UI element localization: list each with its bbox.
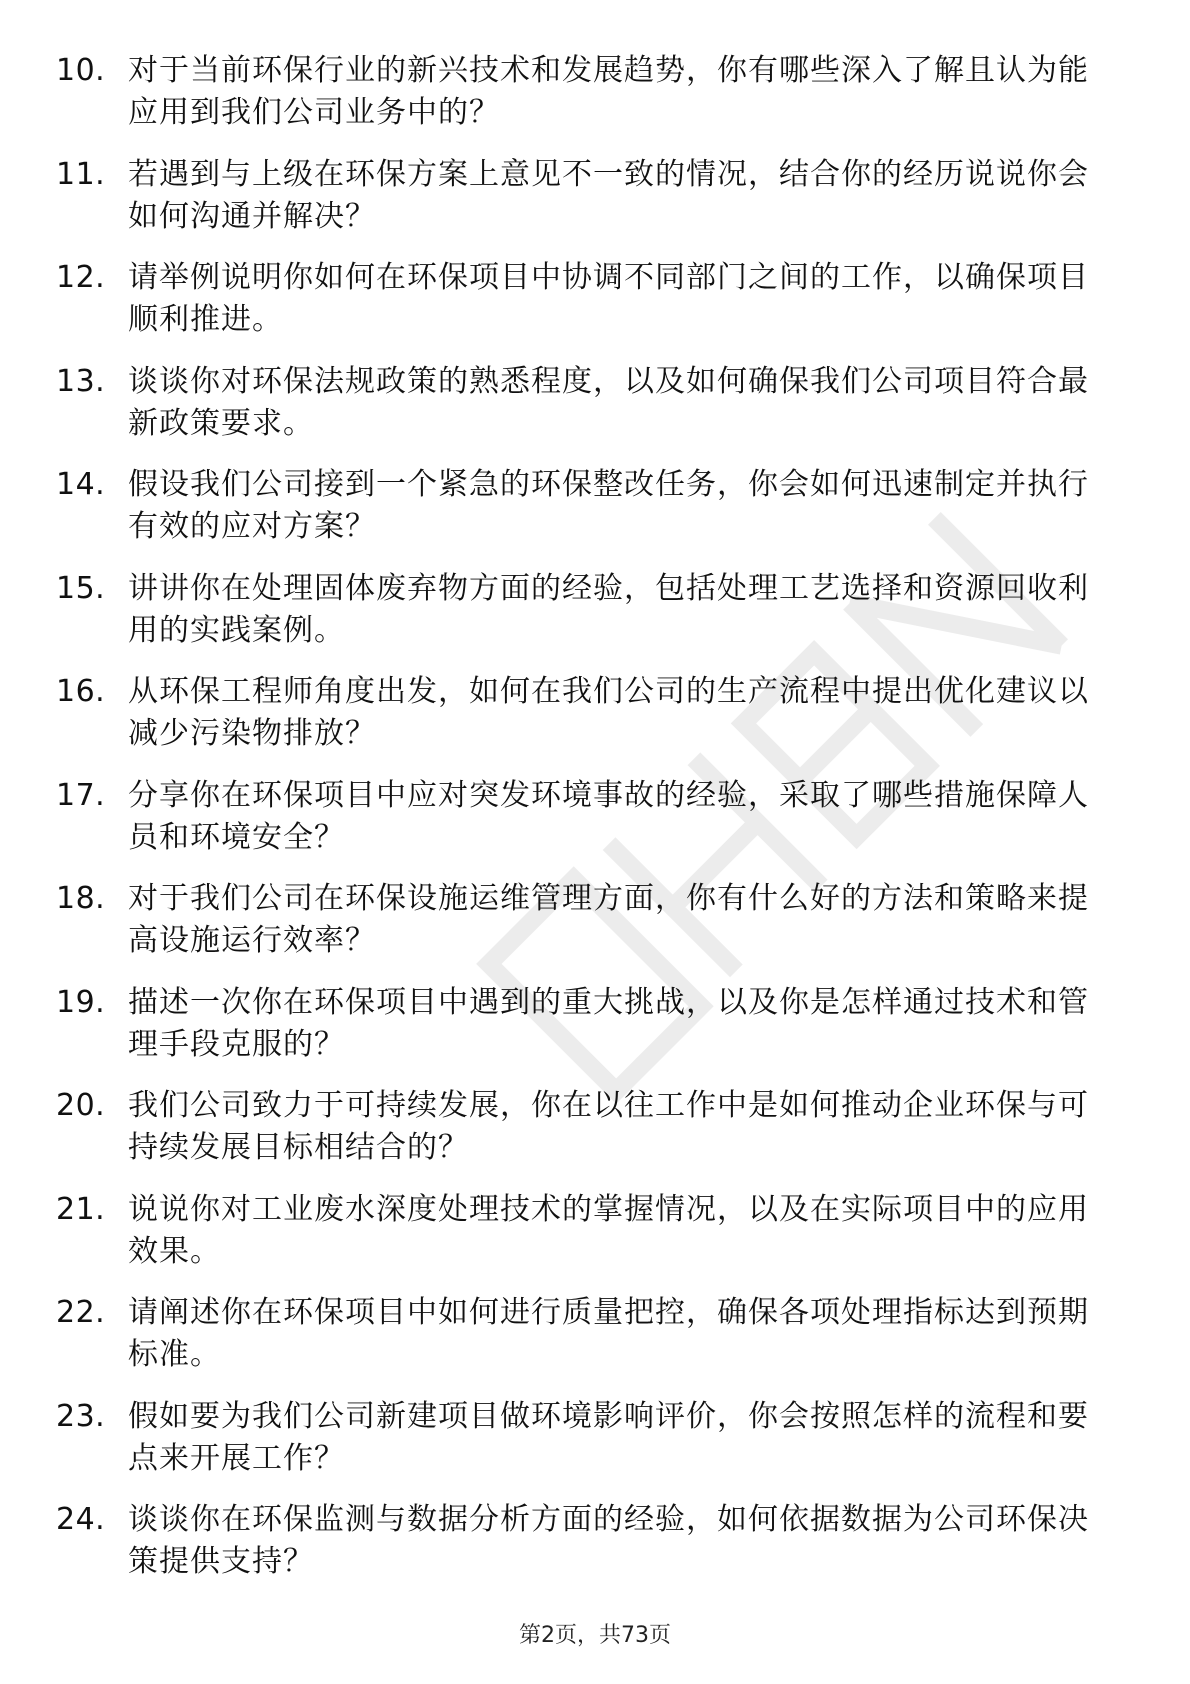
question-text: 对于我们公司在环保设施运维管理方面，你有什么好的方法和策略来提高设施运行效率？ [128, 881, 1089, 958]
question-number: 24. [56, 1502, 106, 1537]
question-item [56, 1396, 1116, 1500]
question-item [56, 1085, 1116, 1189]
question-text: 从环保工程师角度出发，如何在我们公司的生产流程中提出优化建议以减少污染物排放？ [128, 674, 1089, 751]
question-text: 假设我们公司接到一个紧急的环保整改任务，你会如何迅速制定并执行有效的应对方案？ [128, 467, 1089, 544]
question-text: 请阐述你在环保项目中如何进行质量把控，确保各项处理指标达到预期标准。 [128, 1295, 1089, 1372]
question-item [56, 671, 1116, 775]
question-text: 描述一次你在环保项目中遇到的重大挑战，以及你是怎样通过技术和管理手段克服的？ [128, 984, 1089, 1062]
question-item [56, 361, 1116, 465]
question-text: 我们公司致力于可持续发展，你在以往工作中是如何推动企业环保与可持续发展目标相结合的？ [128, 1088, 1089, 1165]
question-item [56, 775, 1116, 879]
question-item [56, 982, 1116, 1086]
question-item [56, 568, 1116, 672]
question-item [56, 878, 1116, 982]
question-text: 分享你在环保项目中应对突发环境事故的经验，采取了哪些措施保障人员和环境安全？ [128, 777, 1089, 855]
question-number: 20. [56, 1088, 106, 1123]
question-number: 21. [56, 1191, 106, 1227]
question-text: 说说你对工业废水深度处理技术的掌握情况，以及在实际项目中的应用效果。 [128, 1191, 1089, 1269]
question-text: 若遇到与上级在环保方案上意见不一致的情况，结合你的经历说说你会如何沟通并解决？ [128, 156, 1089, 234]
question-text: 假如要为我们公司新建项目做环境影响评价，你会按照怎样的流程和要点来开展工作？ [128, 1398, 1089, 1476]
question-number: 22. [56, 1295, 106, 1330]
question-item [56, 154, 1116, 258]
question-item [56, 464, 1116, 568]
question-text: 对于当前环保行业的新兴技术和发展趋势，你有哪些深入了解且认为能应用到我们公司业务中的？ [128, 53, 1089, 130]
page-number-label: 第2页，共73页 [519, 1623, 671, 1648]
question-number: 14. [56, 467, 106, 502]
question-item [56, 1189, 1116, 1293]
question-number: 23. [56, 1398, 106, 1434]
question-number: 12. [56, 260, 106, 295]
question-text: 讲讲你在处理固体废弃物方面的经验，包括处理工艺选择和资源回收利用的实践案例。 [128, 570, 1089, 648]
question-number: 18. [56, 881, 106, 916]
question-text: 谈谈你在环保监测与数据分析方面的经验，如何依据数据为公司环保决策提供支持？ [128, 1502, 1089, 1579]
question-item [56, 50, 1116, 154]
question-number: 17. [56, 777, 106, 813]
question-text: 谈谈你对环保法规政策的熟悉程度，以及如何确保我们公司项目符合最新政策要求。 [128, 363, 1089, 441]
question-text: 请举例说明你如何在环保项目中协调不同部门之间的工作，以确保项目顺利推进。 [128, 260, 1089, 337]
question-number: 15. [56, 570, 106, 606]
question-number: 16. [56, 674, 106, 709]
question-number: 11. [56, 156, 106, 192]
question-number: 19. [56, 984, 106, 1020]
question-item [56, 1499, 1116, 1603]
question-item [56, 257, 1116, 361]
question-list [56, 50, 1116, 1603]
question-item [56, 1292, 1116, 1396]
question-number: 10. [56, 53, 106, 88]
question-number: 13. [56, 363, 106, 399]
page-footer [0, 1622, 1190, 1650]
